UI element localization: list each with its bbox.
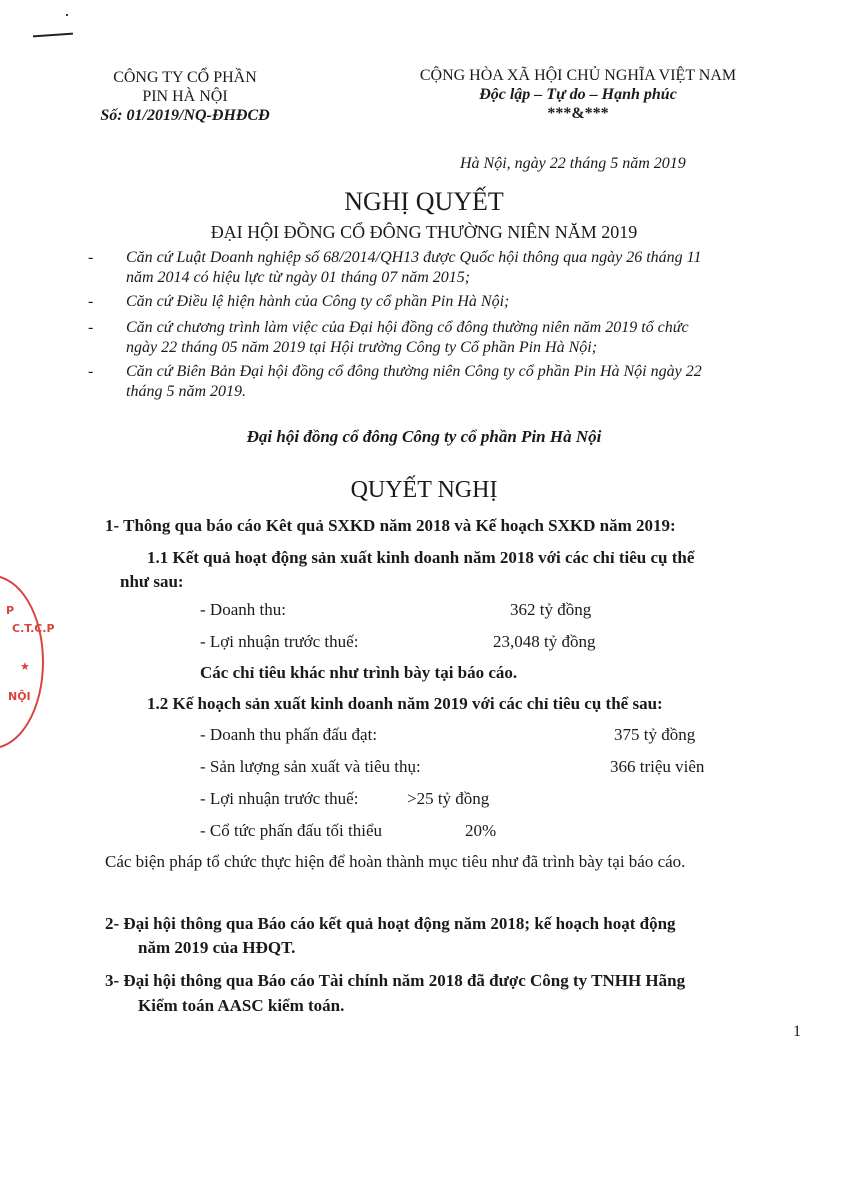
seal-fragment: P	[6, 604, 15, 617]
document-title: NGHỊ QUYẾT	[344, 187, 504, 216]
basis-text: Căn cứ chương trình làm việc của Đại hội đồng cổ đông thường niên năm 2019 tổ chức	[126, 319, 689, 336]
measures-text: Các biện pháp tổ chức thực hiện để hoàn thành mục tiêu như đã trình bày tại báo cáo.	[105, 852, 686, 871]
document-subtitle: ĐẠI HỘI ĐỒNG CỔ ĐÔNG THƯỜNG NIÊN NĂM 2019	[210, 222, 638, 242]
plan-label: - Sản lượng sản xuất và tiêu thụ:	[200, 757, 421, 776]
basis-text: tháng 5 năm 2019.	[126, 383, 246, 400]
plan-label: - Doanh thu phấn đấu đạt:	[200, 725, 378, 744]
result-value: 23,048 tỷ đồng	[493, 632, 596, 651]
national-header	[388, 66, 768, 123]
bullet-dash: -	[88, 249, 94, 266]
plan-value: 366 triệu viên	[610, 757, 705, 776]
plan-value: 20%	[465, 821, 497, 840]
legal-basis-1	[88, 248, 808, 288]
bullet-dash: -	[88, 363, 94, 380]
basis-text: Căn cứ Biên Bản Đại hội đồng cổ đông thường niên Công ty cổ phần Pin Hà Nội ngày 22	[126, 363, 702, 380]
seal-fragment: ★	[20, 660, 30, 673]
section-3-heading-cont: Kiểm toán AASC kiểm toán.	[138, 996, 345, 1015]
issuer-line2: PIN HÀ NỘI	[142, 88, 228, 105]
assembly-line: Đại hội đồng cổ đông Công ty cổ phần Pin Hà Nội	[246, 427, 602, 446]
issuer-line1: CÔNG TY CỔ PHẦN	[113, 69, 257, 86]
bullet-dash: -	[88, 319, 94, 336]
issuer-block	[90, 68, 280, 125]
national-motto: Độc lập – Tự do – Hạnh phúc	[479, 86, 677, 103]
other-indicators: Các chỉ tiêu khác như trình bày tại báo cáo.	[200, 663, 518, 682]
national-title: CỘNG HÒA XÃ HỘI CHỦ NGHĨA VIỆT NAM	[419, 67, 737, 84]
section-1-1-heading-cont: như sau:	[120, 572, 184, 591]
section-2-heading-cont: năm 2019 của HĐQT.	[138, 938, 296, 957]
plan-value: 375 tỷ đồng	[614, 725, 696, 744]
section-1-1-heading: 1.1 Kết quả hoạt động sản xuất kinh doanh năm 2018 với các chỉ tiêu cụ thể	[147, 548, 695, 567]
bullet-dash: -	[88, 293, 94, 310]
scan-dot	[66, 14, 68, 16]
seal-fragment: NỘI	[8, 690, 31, 703]
section-1-heading: 1- Thông qua báo cáo Kêt quả SXKD năm 2018 và Kế hoạch SXKD năm 2019:	[105, 516, 676, 535]
document-number: Số: 01/2019/NQ-ĐHĐCĐ	[100, 107, 270, 124]
section-2-heading: 2- Đại hội thông qua Báo cáo kết quả hoạt động năm 2018; kế hoạch hoạt động	[105, 914, 676, 933]
plan-value: >25 tỷ đồng	[407, 789, 490, 808]
legal-basis-3	[88, 318, 808, 358]
plan-label: - Cổ tức phấn đấu tối thiểu	[200, 821, 383, 840]
section-3-heading: 3- Đại hội thông qua Báo cáo Tài chính năm 2018 đã được Công ty TNHH Hãng	[105, 971, 686, 990]
basis-text: ngày 22 tháng 05 năm 2019 tại Hội trường Công ty Cổ phần Pin Hà Nội;	[126, 339, 598, 356]
scan-mark	[33, 33, 73, 38]
resolution-heading: QUYẾT NGHỊ	[350, 477, 498, 503]
result-label: - Doanh thu:	[200, 600, 286, 619]
legal-basis-2	[88, 292, 808, 312]
issue-date: Hà Nội, ngày 22 tháng 5 năm 2019	[460, 155, 686, 172]
plan-label: - Lợi nhuận trước thuế:	[200, 789, 359, 808]
section-1-2-heading: 1.2 Kế hoạch sản xuất kinh doanh năm 2019 với các chỉ tiêu cụ thể sau:	[147, 694, 663, 713]
basis-text: Căn cứ Điều lệ hiện hành của Công ty cổ phần Pin Hà Nội;	[126, 293, 510, 310]
result-value: 362 tỷ đồng	[510, 600, 592, 619]
legal-basis-4	[88, 362, 808, 402]
basis-text: Căn cứ Luật Doanh nghiệp số 68/2014/QH13 được Quốc hội thông qua ngày 26 tháng 11	[126, 249, 702, 266]
basis-text: năm 2014 có hiệu lực từ ngày 01 tháng 07 năm 2015;	[126, 269, 471, 286]
seal-fragment: C.T.C.P	[12, 622, 55, 635]
page-number: 1	[793, 1023, 801, 1040]
ornament: ***&***	[547, 105, 609, 122]
result-label: - Lợi nhuận trước thuế:	[200, 632, 359, 651]
